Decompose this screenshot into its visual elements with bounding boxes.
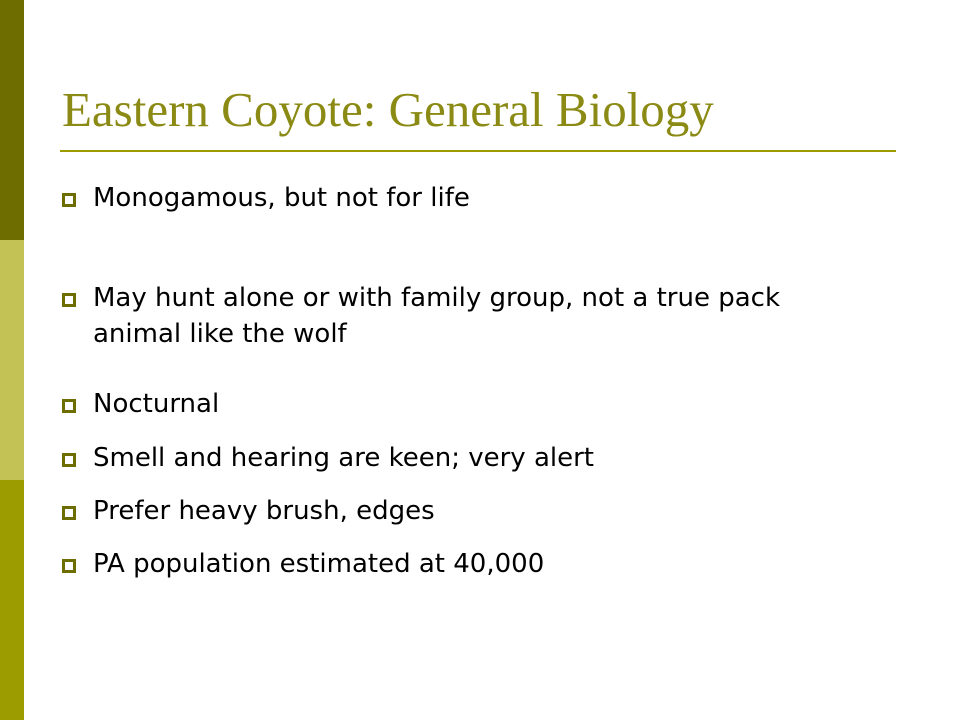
bullet-text: Smell and hearing are keen; very alert <box>93 443 594 473</box>
bullet-text: May hunt alone or with family group, not a true pack animal like the wolf <box>93 283 781 349</box>
bullet-item <box>62 440 922 476</box>
bullet-item <box>62 493 922 529</box>
side-bar-light-segment <box>0 240 24 480</box>
hollow-square-bullet-icon <box>62 506 76 520</box>
hollow-square-bullet-icon <box>62 193 76 207</box>
hollow-square-bullet-icon <box>62 293 76 307</box>
bullet-item <box>62 180 922 216</box>
bullet-text: Nocturnal <box>93 389 220 419</box>
hollow-square-bullet-icon <box>62 399 76 413</box>
slide-title: Eastern Coyote: General Biology <box>62 82 714 137</box>
bullet-item <box>62 546 922 582</box>
bullet-text: PA population estimated at 40,000 <box>93 549 545 579</box>
bullet-item <box>62 280 922 352</box>
bullet-text: Prefer heavy brush, edges <box>93 496 435 526</box>
side-bar-dark-segment <box>0 0 24 240</box>
bullet-text: Monogamous, but not for life <box>93 183 470 213</box>
title-underline <box>60 150 896 152</box>
hollow-square-bullet-icon <box>62 453 76 467</box>
hollow-square-bullet-icon <box>62 559 76 573</box>
bullet-item <box>62 386 922 422</box>
side-bar-mid-segment <box>0 480 24 720</box>
